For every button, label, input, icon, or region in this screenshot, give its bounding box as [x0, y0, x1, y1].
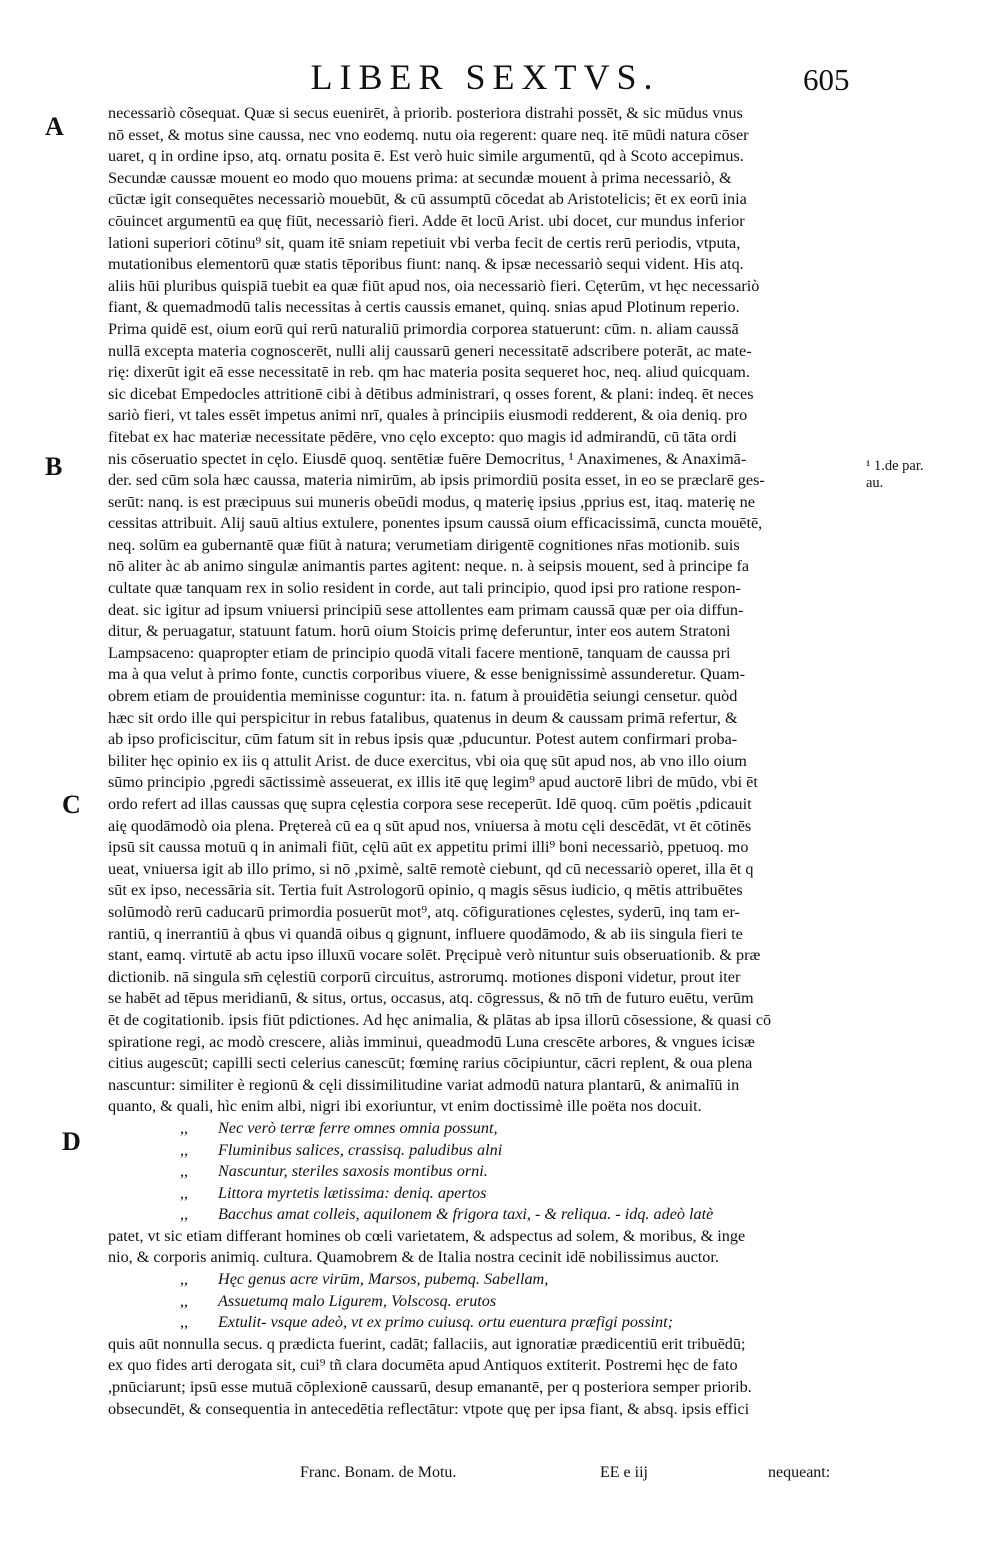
text-line: dictionib. nā singula sm̄ cęlestiū corporū circuitus, astrorumq. motiones disponi videtur, prout iter	[108, 967, 741, 986]
quotation-mark: ,,	[180, 1140, 189, 1159]
verse-line	[108, 1161, 878, 1183]
catchword: nequeant:	[768, 1464, 831, 1481]
text-line: ,pnūciarunt; ipsū esse mutuā cōplexionē caussarū, desup emanantē, per q posteriora semper priorib.	[108, 1378, 752, 1397]
page-number: 605	[803, 62, 850, 97]
verse-line	[108, 1312, 878, 1334]
text-line: cultate quæ tanquam rex in solio resident in corde, aut tali principio, quod ipsi pro ratione respon-	[108, 579, 741, 598]
text-line: cessitas attribuit. Alij sauū altius extulere, ponentes ipsum caussā oium efficacissimā, cuncta mouētē,	[108, 514, 763, 533]
text-line: nis cōseruatio spectet in cęlo. Eiusdē quoq. sentētiæ fuēre Democritus, ¹ Anaximenes, & Anaximā-	[108, 449, 747, 468]
text-line: ditur, & peruagatur, statuunt fatum. horū oium Stoicis primę deferuntur, inter eos autem Stratoni	[108, 622, 731, 641]
quotation-mark: ,,	[180, 1313, 189, 1332]
text-line: nō esset, & motus sine caussa, nec vno eodemq. nutu oia regerent: quare neq. itē mūdi natura cōser	[108, 125, 749, 144]
verse-line	[108, 1269, 878, 1291]
text-line: aię quodāmodò oia plena. Prętereà cū ea q sūt apud nos, vniuersa à motu cęli descēdāt, vt ēt cōtinēs	[108, 816, 752, 835]
text-line: necessariò cõsequat. Quæ si secus euenirēt, à priorib. posteriora distrahi possēt, & sic mūdus vnus	[108, 104, 743, 122]
text-line: mutationibus elementorū quæ statis tēporibus fiunt: nanq. & ipsæ necessariò sequi vident. His atq.	[108, 255, 744, 274]
verse-line	[108, 1183, 878, 1205]
running-title: LIBER SEXTVS.	[310, 57, 660, 97]
text-line: obrem etiam de prouidentia meminisse coguntur: ita. n. fatum à prouidētia seiungi censetur. quòd	[108, 687, 738, 706]
verse-line	[108, 1204, 878, 1226]
section-letter-c: C	[62, 790, 81, 819]
text-line: nullā excepta materia cognoscerēt, nulli alij caussarū generi necessitatē adscribere poterāt, ac mate-	[108, 341, 752, 360]
text-line: sic dicebat Empedocles attritionē cibi à dētibus administrari, q osses forent, & plani: indeq. ēt neces	[108, 384, 754, 403]
margin-note-line: au.	[866, 475, 884, 491]
text-line: Prima quidē est, oium eorū qui rerū naturaliū primordia corporea statuerunt: cūm. n. aliam caussā	[108, 319, 739, 338]
text-line: cōuincet argumentū ea quę fiūt, necessariò fieri. Adde ēt locū Arist. ubi docet, cur mundus inferior	[108, 211, 745, 230]
text-line: ab ipso proficiscitur, cūm fatum sit in rebus ipsis quæ ,pducuntur. Potest autem confirmari proba-	[108, 730, 738, 749]
text-line: deat. sic igitur ad ipsum vniuersi principiū sese attollentes eam primam caussā quæ per oia diffun-	[108, 600, 744, 619]
quotation-mark: ,,	[180, 1162, 189, 1181]
text-line: quanto, & quali, hìc enim albi, nigri ibi exoriuntur, vt enim doctissimè ille poëta nos docuit.	[108, 1097, 702, 1116]
quotation-mark: ,,	[180, 1291, 189, 1310]
text-line: biliter hęc opinio ex iis q attulit Arist. de duce exercitus, vbi oia quę sūt apud nos, ab vno illo oium	[108, 751, 747, 770]
text-line: serūt: nanq. is est præcipuus sui muneris obeūdi modus, q materię ipsius ,pprius est, itaq. materię ne	[108, 492, 755, 511]
quotation-mark: ,,	[180, 1118, 189, 1137]
section-letter-b: B	[45, 452, 63, 481]
verse-text: Fluminibus salices, crassisq. paludibus alni	[218, 1140, 503, 1159]
quire-signature: EE e iij	[600, 1464, 648, 1481]
text-line: stant, eamq. virtutē ab actu ipso illuxū vocare solēt. Pręcipuè verò nituntur suis obseruationib. & præ	[108, 946, 761, 965]
text-line: obsecundēt, & consequentia in antecedētia reflectātur: vtpote quę per ipsa fiant, & absq. ipsis effici	[108, 1399, 750, 1418]
body-text	[108, 103, 878, 1420]
text-line: der. sed cūm sola hæc caussa, materia nimirūm, ab ipsis primordiū posita esset, in eo se præclarē ges-	[108, 471, 765, 490]
text-line: Secundæ caussæ mouent eo modo quo mouens prima: at secundæ mouent à prima necessariò, &	[108, 168, 732, 187]
text-line: ēt de cogitationib. ipsis fiūt pdictiones. Ad hęc animalia, & plātas ab ipsa illorū cōsessione, & quasi cō	[108, 1010, 772, 1029]
text-line: solūmodò rerū caducarū primordia posuerūt mot⁹, atq. cōfigurationes cęlestes, syderū, inq tam er-	[108, 902, 740, 921]
text-line: se habēt ad tēpus meridianū, & situs, ortus, occasus, atq. cōgressus, & nō tm̄ de futuro euētu, verūm	[108, 989, 754, 1008]
text-line: ordo refert ad illas caussas quę supra cęlestia corpora sese receperūt. Idē quoq. cūm poëtis ,pdicauit	[108, 795, 752, 813]
text-line: hæc sit ordo ille qui perspicitur in rebus fatalibus, quatenus in deum & caussam primā refertur, &	[108, 708, 738, 727]
margin-note-line: ¹ 1.de par.	[866, 458, 924, 474]
text-line: lationi superiori cōtinu⁹ sit, quam itē sniam repetiuit vbi verba fecit de certis rerū periodis, vtputa,	[108, 233, 741, 252]
text-line: ueat, vniuersa igit ab illo primo, si nō ,pximè, saltē remotè ciebunt, qd cū necessariò operet, illa ēt q	[108, 859, 754, 878]
text-line: ex quo fides arti derogata sit, cui⁹ tñ clara documēta apud Antiquos extiterit. Postremi hęc de fato	[108, 1356, 738, 1375]
verse-line	[108, 1118, 878, 1140]
verse-line	[108, 1140, 878, 1162]
text-line: nō aliter àc ab animo singulæ animantis partes agitent: neque. n. à seipsis mouent, sed à principe fa	[108, 557, 750, 576]
text-line: citius augescūt; capilli secti celerius canescūt; fœminę rarius cōcipiuntur, cācri replent, & oua plena	[108, 1054, 753, 1073]
signature-line: Franc. Bonam. de Motu.	[300, 1464, 457, 1481]
verse-text: Littora myrtetis lætissima: deniq. apertos	[218, 1183, 487, 1202]
verse-text: Hęc genus acre virūm, Marsos, pubemq. Sabellam,	[218, 1270, 549, 1289]
quotation-mark: ,,	[180, 1183, 189, 1202]
text-line: quis aūt nonnulla secus. q prædicta fuerint, cadāt; fallaciis, aut ignoratiæ prædicentiū erit tribuēdū;	[108, 1334, 746, 1353]
verse-text: Nascuntur, steriles saxosis montibus orni.	[218, 1162, 488, 1181]
section-letter-d: D	[62, 1127, 81, 1156]
text-line: ma à qua velut à primo fonte, cunctis corporibus viuere, & esse benignissimè assunderetur. Quam-	[108, 665, 745, 684]
text-line: rantiū, q inerrantiū à qbus vi quandā oibus q gignunt, influere quodāmodo, & ab iis singula fieri te	[108, 924, 743, 943]
text-line: neq. solūm ea gubernantē quæ fiūt à natura; verumetiam dirigentē cognitiones nr̄as motionib. suis	[108, 535, 740, 554]
verse-text: Assuetumq malo Ligurem, Volscosq. erutos	[218, 1291, 497, 1310]
text-line: aliis hūi pluribus quispiā tuebit ea quæ fiūt apud nos, oia necessariò fieri. Cęterūm, vt hęc necessariò	[108, 276, 760, 295]
margin-note	[866, 458, 966, 492]
text-line: rię: dixerūt igit eā esse necessitatē in reb. qm hac materia posita sequeret hoc, neq. aliud quicquam.	[108, 363, 750, 382]
text-line: patet, vt sic etiam differant homines ob cœli varietatem, & adspectus ad solem, & moribus, & inge	[108, 1226, 746, 1245]
quotation-mark: ,,	[180, 1270, 189, 1289]
quotation-mark: ,,	[180, 1205, 189, 1224]
text-line: spiratione regi, ac modò crescere, aliàs imminui, queadmodū Luna crescēte arbores, & vngues icisæ	[108, 1032, 755, 1051]
text-line: nio, & corporis animiq. cultura. Quamobrem & de Italia nostra cecinit idē nobilissimus auctor.	[108, 1248, 719, 1267]
text-line: uaret, q in ordine ipso, atq. ornatu posita ē. Est verò huic simile argumentū, qd à Scoto accepimus.	[108, 147, 744, 166]
text-line: sariò fieri, vt tales essēt impetus animi nrī, quales à principiis eiusmodi redderent, & oia deniq. pro	[108, 406, 748, 425]
section-letter-a: A	[45, 112, 64, 141]
text-line: fiant, & quemadmodū talis necessitas à certis caussis emanet, quinq. snias apud Plotinum reperio.	[108, 298, 740, 317]
text-line: fitebat ex hac materiæ necessitate pēdēre, vno cęlo excepto: quo magis id admirandū, cū tāta ordi	[108, 427, 737, 446]
text-line: Lampsaceno: quapropter etiam de principio quodā vitali facere mentionē, tanquam de caussa pri	[108, 643, 731, 662]
text-line: sūmo principio ,pgredi sāctissimè asseuerat, ex illis itē quę legim⁹ apud auctorē libri de mūdo, vbi ēt	[108, 773, 758, 792]
text-line: sūt ex ipso, necessāria sit. Tertia fuit Astrologorū opinio, q magis sēsus iudicio, q mētis attribuētes	[108, 881, 743, 900]
verse-text: Nec verò terræ ferre omnes omnia possunt,	[218, 1118, 498, 1137]
verse-text: Bacchus amat colleis, aquilonem & frigora taxi, - & reliqua. - idq. adeò latè	[218, 1205, 714, 1224]
text-line: nascuntur: similiter è regionū & cęli dissimilitudine variat admodū natura plantarū, & animalīū in	[108, 1075, 740, 1094]
text-line: cūctæ igit consequētes necessariò mouebūt, & cū assumptū cōcedat ab Aristotelicis; ēt ex eorū inia	[108, 190, 747, 209]
verse-text: Extulit- vsque adeò, vt ex primo cuiusq. ortu euentura præfigi possint;	[218, 1313, 673, 1332]
text-line: ipsū sit caussa motuū q in animali fiūt, cęlū aūt ex appetitu primi illi⁹ boni necessariò, ppetuoq. mo	[108, 838, 749, 857]
verse-line	[108, 1291, 878, 1313]
